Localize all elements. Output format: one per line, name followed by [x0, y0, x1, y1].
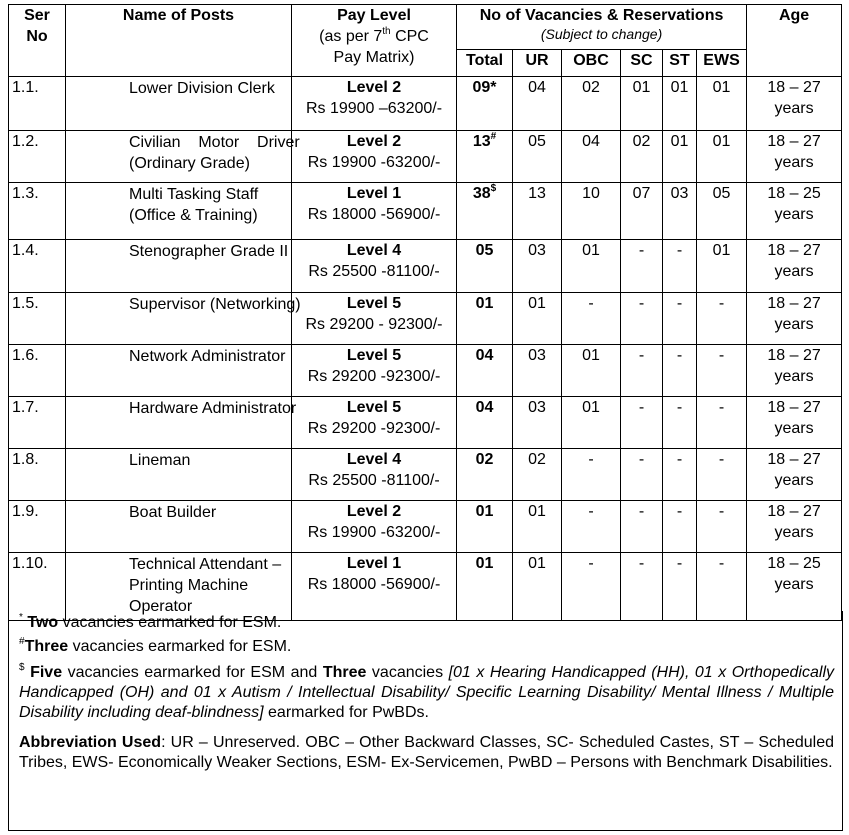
total-col-header: Total [457, 50, 513, 77]
ur-cell: 04 [513, 77, 562, 131]
pay-level-cell [292, 293, 457, 345]
total-cell: 04 [457, 345, 513, 397]
ews-col-header: EWS [697, 50, 747, 77]
pay-level-cell [292, 345, 457, 397]
st-cell: 01 [663, 131, 697, 183]
pay-level-cell [292, 397, 457, 449]
age-cell: 18 – 27 years [747, 397, 842, 449]
post-name-header: Name of Posts [66, 5, 292, 77]
total-cell: 05 [457, 240, 513, 293]
ser-no-cell: 1.5. [9, 293, 66, 345]
sc-cell: - [621, 293, 663, 345]
post-name-line2: (Ordinary Grade) [129, 155, 250, 172]
ews-cell: - [697, 345, 747, 397]
ser-no-cell: 1.7. [9, 397, 66, 449]
sc-cell: - [621, 553, 663, 621]
ser-no-cell: 1.4. [9, 240, 66, 293]
post-name: Technical Attendant – [129, 556, 282, 573]
ser-no-cell: 1.1. [9, 77, 66, 131]
table-row [9, 397, 842, 449]
age-cell: 18 – 27 years [747, 131, 842, 183]
ews-cell: - [697, 293, 747, 345]
post-name-cell [66, 397, 297, 449]
pay-level: Level 1 [346, 185, 402, 202]
pay-level: Level 4 [346, 242, 402, 259]
post-name: Hardware Administrator [129, 400, 297, 417]
st-cell: 01 [663, 77, 697, 131]
sc-cell: 07 [621, 183, 663, 240]
header-row [9, 5, 842, 50]
pay-range: Rs 25500 -81100/- [308, 472, 440, 489]
footnotes [8, 611, 843, 831]
ser-no-cell: 1.9. [9, 501, 66, 553]
total-cell: 01 [457, 553, 513, 621]
st-cell: - [663, 449, 697, 501]
pay-level: Level 2 [346, 79, 402, 96]
post-name-cell [66, 501, 292, 553]
post-name-line3: Operator [129, 598, 193, 615]
sc-cell: - [621, 240, 663, 293]
ser-no-cell: 1.3. [9, 183, 66, 240]
ews-cell: - [697, 501, 747, 553]
post-name-cell [66, 77, 292, 131]
ur-cell: 03 [513, 397, 562, 449]
st-cell: - [663, 240, 697, 293]
sc-cell: 01 [621, 77, 663, 131]
ews-cell: - [697, 449, 747, 501]
pay-level-cell [292, 77, 457, 131]
age-header: Age [747, 5, 842, 77]
post-name: Boat Builder [129, 504, 217, 521]
pay-level: Level 5 [346, 347, 402, 364]
ur-cell: 03 [513, 240, 562, 293]
pay-range: Rs 19900 -63200/- [307, 524, 441, 541]
post-name: Stenographer Grade II [129, 243, 289, 260]
table-row [9, 77, 842, 131]
pay-level-cell [292, 131, 457, 183]
pay-range: Rs 25500 -81100/- [308, 263, 440, 280]
pay-level-cell [292, 501, 457, 553]
pay-level: Level 5 [346, 295, 402, 312]
footnote-pwbd: $ Five vacancies earmarked for ESM and Three vacancies [01 x Hearing Handicapped (HH), 01 x Orthopedically Handicapped (OH) and 01 x Autism / Intellectual Disability/ Specific Learning Disability/ Mental Illness / Multiple Disability including deaf-blindness] earmarked for PwBDs. [19, 662, 834, 721]
post-name-cell [66, 293, 301, 345]
pay-range: Rs 29200 -92300/- [307, 368, 441, 385]
pay-range: Rs 18000 -56900/- [307, 576, 441, 593]
obc-cell: 02 [562, 77, 621, 131]
table-row [9, 449, 842, 501]
total-cell: 38$ [457, 183, 513, 240]
post-name-line2: Printing Machine [129, 577, 249, 594]
table-row [9, 240, 842, 293]
age-cell: 18 – 25 years [747, 553, 842, 621]
pay-level: Level 1 [346, 555, 402, 572]
post-name: Lineman [129, 452, 191, 469]
pay-level: Level 2 [346, 133, 402, 150]
obc-cell: - [562, 293, 621, 345]
post-name-cell [66, 240, 292, 293]
obc-cell: 04 [562, 131, 621, 183]
table-row [9, 131, 842, 183]
total-cell: 04 [457, 397, 513, 449]
ews-cell: 01 [697, 77, 747, 131]
post-name-cell [66, 183, 292, 240]
ser-no-cell: 1.6. [9, 345, 66, 397]
footnote-esm-three: #Three vacancies earmarked for ESM. [19, 636, 292, 655]
sc-cell: 02 [621, 131, 663, 183]
age-cell: 18 – 27 years [747, 449, 842, 501]
post-name: Lower Division Clerk [129, 80, 275, 97]
post-name-cell [66, 449, 292, 501]
ur-cell: 01 [513, 293, 562, 345]
table-row [9, 293, 842, 345]
footnote-esm-two: * Two vacancies earmarked for ESM. [19, 612, 282, 631]
table-row [9, 183, 842, 240]
obc-cell: - [562, 449, 621, 501]
pay-range: Rs 18000 -56900/- [307, 206, 441, 223]
pay-range: Rs 29200 -92300/- [307, 420, 441, 437]
st-cell: - [663, 553, 697, 621]
sc-cell: - [621, 501, 663, 553]
age-cell: 18 – 27 years [747, 240, 842, 293]
ur-cell: 13 [513, 183, 562, 240]
ews-cell: 01 [697, 240, 747, 293]
abbreviations: Abbreviation Used: UR – Unreserved. OBC – Other Backward Classes, SC- Scheduled Castes, ST – Scheduled Tribes, EWS- Economically Weaker Sections, ESM- Ex-Servicemen, PwBD – Persons with Benchmark Disabilities. [19, 734, 835, 771]
pay-range: Rs 29200 - 92300/- [305, 316, 443, 333]
ews-cell: - [697, 553, 747, 621]
ur-cell: 02 [513, 449, 562, 501]
total-cell: 13# [457, 131, 513, 183]
total-cell: 09* [457, 77, 513, 131]
ews-cell: - [697, 397, 747, 449]
table-row [9, 501, 842, 553]
obc-col-header: OBC [562, 50, 621, 77]
age-cell: 18 – 27 years [747, 77, 842, 131]
ser-no-cell: 1.10. [9, 553, 66, 621]
st-col-header: ST [663, 50, 697, 77]
pay-level-cell [292, 240, 457, 293]
sc-cell: - [621, 345, 663, 397]
st-cell: - [663, 501, 697, 553]
st-cell: - [663, 397, 697, 449]
pay-level: Level 2 [346, 503, 402, 520]
obc-cell: 01 [562, 345, 621, 397]
age-cell: 18 – 27 years [747, 345, 842, 397]
table-row [9, 345, 842, 397]
obc-cell: 10 [562, 183, 621, 240]
pay-range: Rs 19900 -63200/- [307, 154, 441, 171]
pay-level-cell [292, 449, 457, 501]
post-name: Supervisor (Networking) [129, 296, 301, 313]
ser-no-cell: 1.8. [9, 449, 66, 501]
obc-cell: 01 [562, 240, 621, 293]
ur-col-header: UR [513, 50, 562, 77]
ews-cell: 01 [697, 131, 747, 183]
pay-level: Level 4 [346, 451, 402, 468]
vacancies-header: No of Vacancies & Reservations (Subject to change) [457, 5, 747, 50]
st-cell: - [663, 345, 697, 397]
total-cell: 01 [457, 501, 513, 553]
post-name-cell [66, 345, 292, 397]
age-cell: 18 – 25 years [747, 183, 842, 240]
post-name-cell [66, 131, 300, 183]
ur-cell: 03 [513, 345, 562, 397]
age-cell: 18 – 27 years [747, 293, 842, 345]
post-name: Multi Tasking Staff [129, 186, 259, 203]
pay-level-cell [292, 183, 457, 240]
st-cell: - [663, 293, 697, 345]
obc-cell: 01 [562, 397, 621, 449]
st-cell: 03 [663, 183, 697, 240]
obc-cell: - [562, 553, 621, 621]
pay-level-header: Pay Level (as per 7th CPC Pay Matrix) [292, 5, 457, 77]
sc-cell: - [621, 449, 663, 501]
sc-col-header: SC [621, 50, 663, 77]
total-cell: 01 [457, 293, 513, 345]
ur-cell: 01 [513, 501, 562, 553]
obc-cell: - [562, 501, 621, 553]
vacancy-table [8, 4, 842, 621]
ur-cell: 01 [513, 553, 562, 621]
post-name: Network Administrator [129, 348, 286, 365]
total-cell: 02 [457, 449, 513, 501]
ser-no-cell: 1.2. [9, 131, 66, 183]
pay-range: Rs 19900 –63200/- [305, 100, 443, 117]
sc-cell: - [621, 397, 663, 449]
ser-no-header: Ser No [9, 5, 66, 77]
ur-cell: 05 [513, 131, 562, 183]
post-name: Civilian Motor Driver [129, 134, 300, 151]
pay-level: Level 5 [346, 399, 402, 416]
age-cell: 18 – 27 years [747, 501, 842, 553]
ews-cell: 05 [697, 183, 747, 240]
post-name-line2: (Office & Training) [129, 207, 258, 224]
